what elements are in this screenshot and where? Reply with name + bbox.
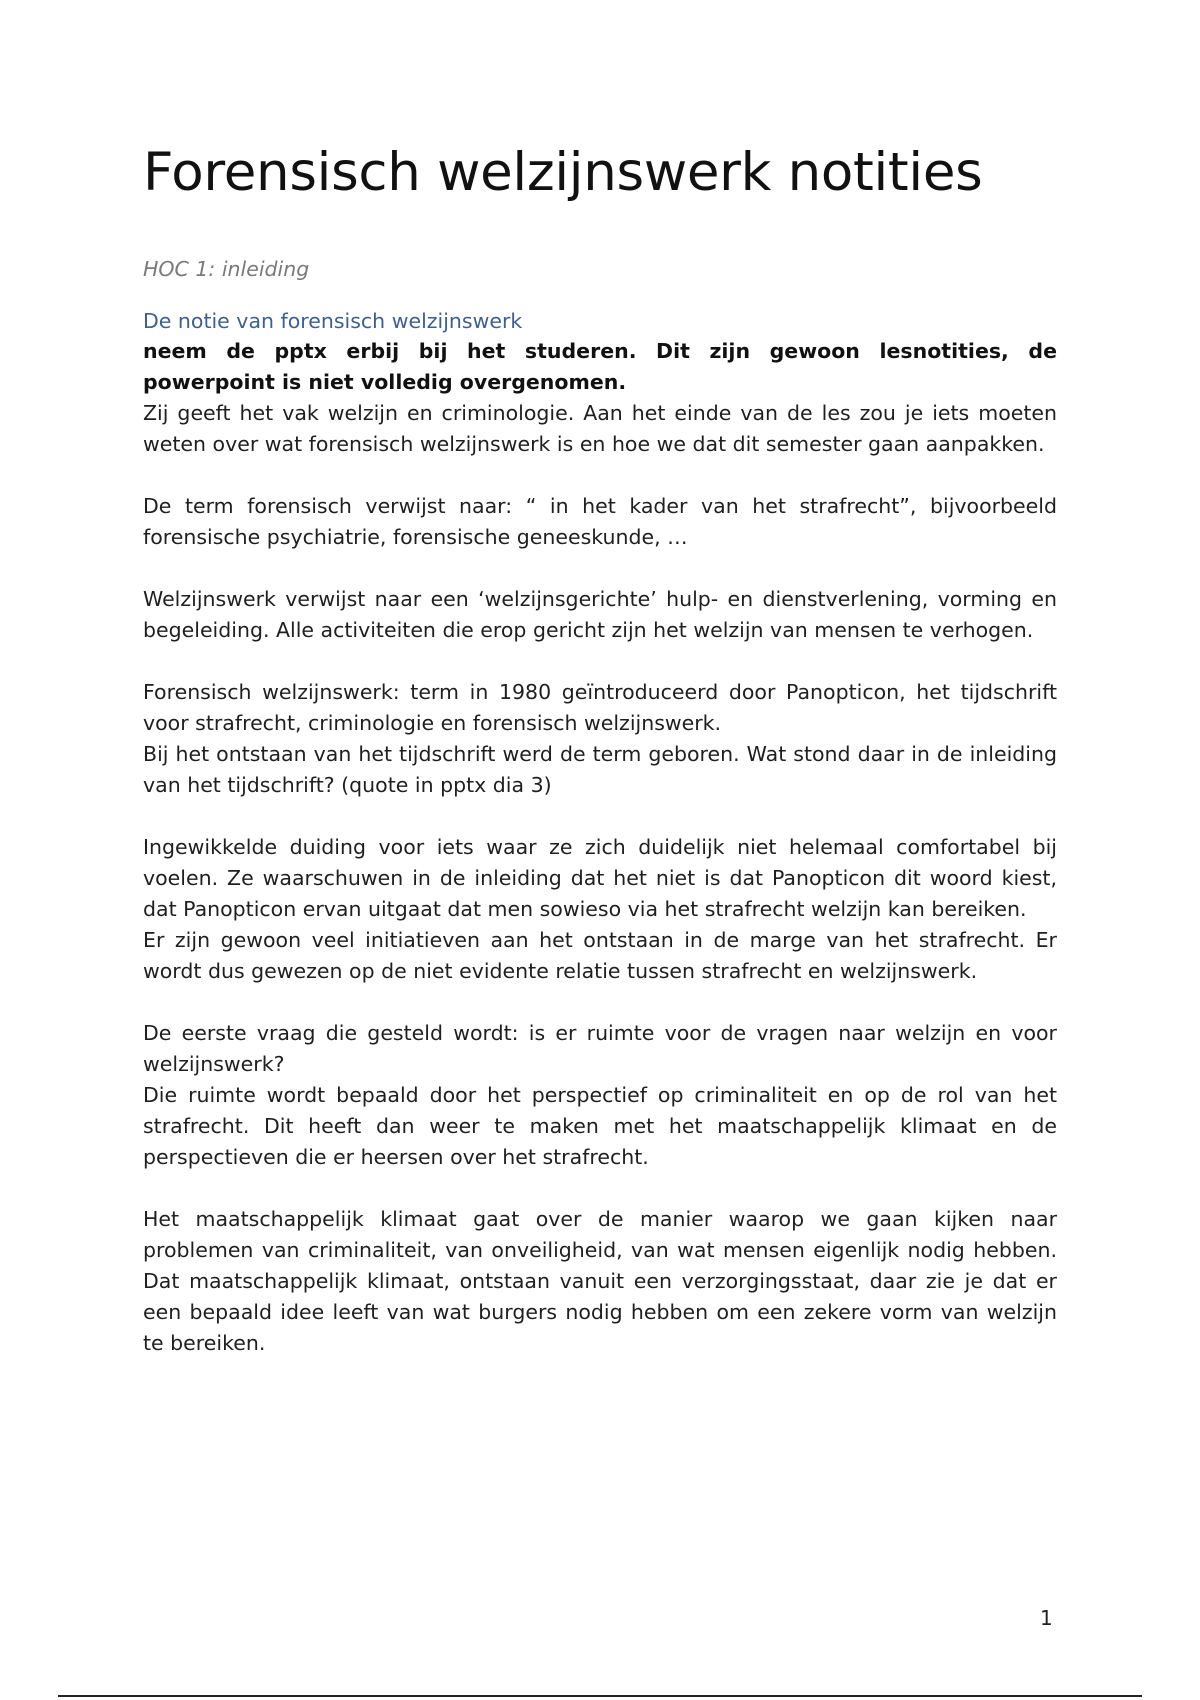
- social-climate-paragraph: Het maatschappelijk klimaat gaat over de manier waarop we gaan kijken naar problemen van criminaliteit, van onveiligheid, van wat mensen eigenlijk nodig hebben. Dat maatschappelijk klimaat, ontstaan vanuit een verzorgingsstaat, daar zie je dat er een bepaald idee leeft van wat burgers nodig hebben om een zekere vorm van welzijn te bereiken.: [143, 1207, 1057, 1355]
- intro-paragraph: Zij geeft het vak welzijn en criminologie. Aan het einde van de les zou je iets moeten weten over wat forensisch welzijnswerk is en hoe we dat dit semester gaan aanpakken.: [143, 401, 1057, 456]
- initiatives-paragraph: Er zijn gewoon veel initiatieven aan het ontstaan in de marge van het strafrecht. Er wordt dus gewezen op de niet evidente relatie tussen strafrecht en welzijnswerk.: [143, 928, 1057, 983]
- forensisch-definition-paragraph: De term forensisch verwijst naar: “ in het kader van het strafrecht”, bijvoorbeeld forensische psychiatrie, forensische geneeskunde, …: [143, 494, 1057, 549]
- journal-origin-paragraph: Bij het ontstaan van het tijdschrift werd de term geboren. Wat stond daar in de inleiding van het tijdschrift? (quote in pptx dia 3): [143, 742, 1057, 797]
- page-number: 1: [1040, 1606, 1053, 1630]
- page-content: [143, 140, 1057, 1359]
- welzijnswerk-definition-paragraph: Welzijnswerk verwijst naar een ‘welzijnsgerichte’ hulp- en dienstverlening, vorming en begeleiding. Alle activiteiten die erop gericht zijn het welzijn van mensen te verhogen.: [143, 587, 1057, 642]
- interpretation-paragraph: Ingewikkelde duiding voor iets waar ze zich duidelijk niet helemaal comfortabel bij voelen. Ze waarschuwen in de inleiding dat het niet is dat Panopticon dit woord kiest, dat Panopticon ervan uitgaat dat men sowieso via het strafrecht welzijn kan bereiken.: [143, 835, 1057, 921]
- perspective-paragraph: Die ruimte wordt bepaald door het perspectief op criminaliteit en op de rol van het strafrecht. Dit heeft dan weer te maken met het maatschappelijk klimaat en de perspectieven die er heersen over het strafrecht.: [143, 1083, 1057, 1169]
- page-bottom-divider: [58, 1695, 1142, 1697]
- lecture-subtitle: HOC 1: inleiding: [143, 257, 310, 281]
- term-origin-paragraph: Forensisch welzijnswerk: term in 1980 geïntroduceerd door Panopticon, het tijdschrift voor strafrecht, criminologie en forensisch welzijnswerk.: [143, 680, 1057, 735]
- section-heading: De notie van forensisch welzijnswerk: [143, 309, 523, 333]
- document-title: Forensisch welzijnswerk notities: [143, 142, 983, 203]
- study-note-paragraph: neem de pptx erbij bij het studeren. Dit zijn gewoon lesnotities, de powerpoint is niet volledig overgenomen.: [143, 339, 1057, 394]
- first-question-paragraph: De eerste vraag die gesteld wordt: is er ruimte voor de vragen naar welzijn en voor welzijnswerk?: [143, 1021, 1057, 1076]
